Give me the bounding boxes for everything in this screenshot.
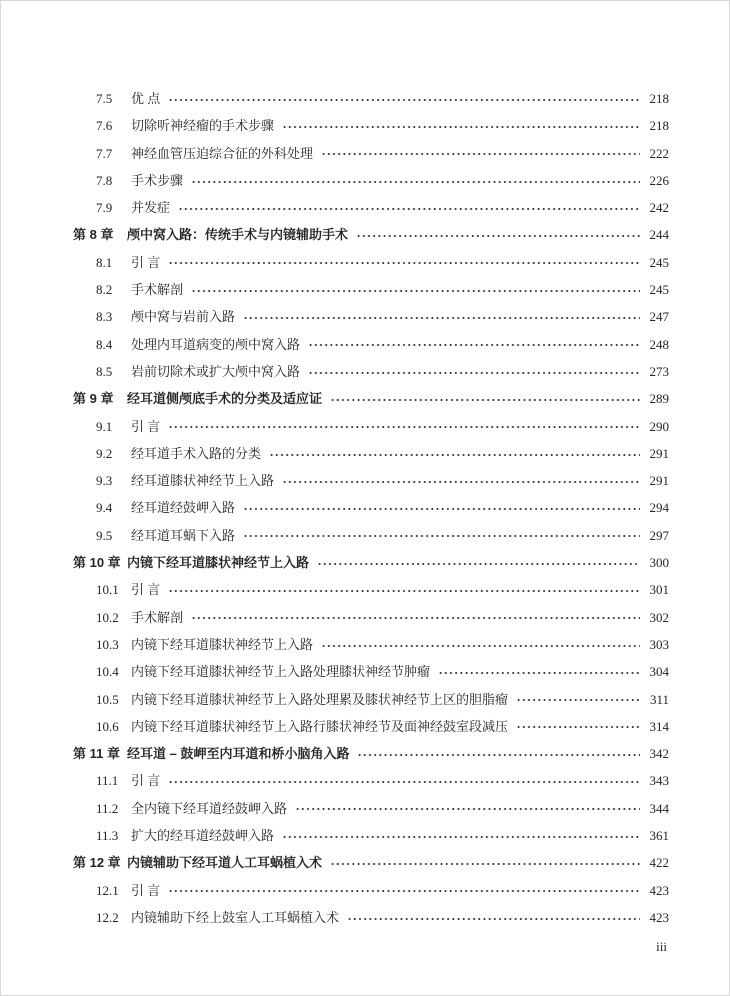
entry-number: 9.3	[96, 473, 113, 489]
entry-number: 10.1	[96, 582, 119, 598]
entry-page-number: 226	[649, 172, 669, 188]
entry-number: 9.4	[96, 500, 113, 516]
entry-title: 颅中窝入路：传统手术与内镜辅助手术	[127, 227, 349, 243]
entry-number: 12.1	[96, 882, 119, 898]
dotted-leader	[356, 233, 640, 239]
entry-page-number: 303	[649, 636, 669, 652]
entry-page-number: 289	[649, 391, 669, 407]
toc-entry	[73, 522, 669, 549]
dotted-leader	[516, 697, 640, 703]
entry-title: 颅中窝与岩前入路	[131, 309, 236, 325]
entry-page-number: 304	[649, 664, 669, 680]
dotted-leader	[282, 834, 640, 840]
dotted-leader	[168, 260, 640, 266]
dotted-leader	[317, 561, 640, 567]
entry-number: 10.5	[96, 691, 119, 707]
toc-entry	[73, 494, 669, 521]
toc-entry	[73, 249, 669, 276]
entry-page-number: 343	[649, 773, 669, 789]
entry-title: 手术解剖	[131, 609, 184, 625]
dotted-leader	[321, 643, 640, 649]
dotted-leader	[357, 752, 640, 758]
entry-title: 神经血管压迫综合征的外科处理	[131, 145, 314, 161]
entry-number: 8.1	[96, 254, 113, 270]
entry-title: 切除听神经瘤的手术步骤	[131, 118, 275, 134]
entry-number: 11.2	[96, 800, 119, 816]
entry-page-number: 291	[649, 445, 669, 461]
entry-page-number: 314	[649, 718, 669, 734]
entry-number: 10.4	[96, 664, 119, 680]
entry-page-number: 247	[649, 309, 669, 325]
entry-title: 内镜辅助下经耳道人工耳蜗植入术	[127, 855, 323, 871]
toc-entry	[73, 549, 669, 576]
dotted-leader	[168, 588, 640, 594]
entry-title: 内镜下经耳道膝状神经节上入路行膝状神经节及面神经鼓室段减压	[131, 718, 509, 734]
toc-entry	[73, 877, 669, 904]
dotted-leader	[168, 424, 640, 430]
entry-title: 手术解剖	[131, 282, 184, 298]
entry-page-number: 273	[649, 363, 669, 379]
dotted-leader	[308, 342, 640, 348]
entry-title: 经耳道手术入路的分类	[131, 445, 262, 461]
entry-number: 7.6	[96, 118, 113, 134]
entry-page-number: 245	[649, 282, 669, 298]
entry-number: 8.5	[96, 363, 113, 379]
entry-number: 7.9	[96, 200, 113, 216]
dotted-leader	[269, 452, 640, 458]
entry-title: 内镜下经耳道膝状神经节上入路	[131, 636, 314, 652]
entry-title: 内镜下经耳道膝状神经节上入路处理累及膝状神经节上区的胆脂瘤	[131, 691, 509, 707]
entry-page-number: 222	[649, 145, 669, 161]
toc-entry	[73, 85, 669, 112]
dotted-leader	[243, 533, 640, 539]
entry-number: 第 8 章	[73, 227, 114, 243]
toc-entry	[73, 358, 669, 385]
entry-title: 引 言	[131, 773, 161, 789]
entry-number: 10.6	[96, 718, 119, 734]
entry-page-number: 311	[649, 691, 669, 707]
entry-page-number: 242	[649, 200, 669, 216]
entry-title: 内镜辅助下经上鼓室人工耳蜗植入术	[131, 909, 340, 925]
entry-number: 7.7	[96, 145, 113, 161]
entry-title: 经耳道侧颅底手术的分类及适应证	[127, 391, 323, 407]
toc-entry	[73, 795, 669, 822]
dotted-leader	[243, 315, 640, 321]
dotted-leader	[438, 670, 640, 676]
entry-title: 经耳道经鼓岬入路	[131, 500, 236, 516]
entry-number: 第 11 章	[73, 746, 120, 762]
entry-page-number: 423	[649, 882, 669, 898]
toc-entry	[73, 631, 669, 658]
entry-title: 处理内耳道病变的颅中窝入路	[131, 336, 301, 352]
dotted-leader	[330, 397, 640, 403]
entry-title: 全内镜下经耳道经鼓岬入路	[131, 800, 288, 816]
entry-number: 第 12 章	[73, 855, 121, 871]
dotted-leader	[191, 615, 640, 621]
entry-number: 8.3	[96, 309, 113, 325]
entry-page-number: 218	[649, 118, 669, 134]
entry-title: 引 言	[131, 582, 161, 598]
entry-title: 扩大的经耳道经鼓岬入路	[131, 828, 275, 844]
toc-entry	[73, 604, 669, 631]
entry-title: 经耳道耳蜗下入路	[131, 527, 236, 543]
entry-number: 9.2	[96, 445, 113, 461]
dotted-leader	[308, 370, 640, 376]
entry-page-number: 301	[649, 582, 669, 598]
toc-entry	[73, 112, 669, 139]
entry-number: 8.2	[96, 282, 113, 298]
entry-title: 优 点	[131, 91, 161, 106]
entry-page-number: 294	[649, 500, 669, 516]
dotted-leader	[330, 861, 640, 867]
entry-title: 岩前切除术或扩大颅中窝入路	[131, 363, 301, 379]
toc-entry	[73, 413, 669, 440]
dotted-leader	[191, 179, 640, 185]
toc-entry	[73, 904, 669, 931]
entry-title: 手术步骤	[131, 172, 184, 188]
entry-title: 引 言	[131, 882, 161, 898]
entry-number: 9.5	[96, 527, 113, 543]
toc-entry	[73, 440, 669, 467]
entry-title: 并发症	[131, 200, 171, 216]
toc-list	[73, 85, 669, 931]
entry-number: 8.4	[96, 336, 113, 352]
dotted-leader	[168, 888, 640, 894]
entry-page-number: 342	[649, 746, 669, 762]
toc-entry	[73, 140, 669, 167]
entry-number: 10.3	[96, 636, 119, 652]
entry-title: 经耳道 – 鼓岬至内耳道和桥小脑角入路	[127, 746, 350, 762]
page-footer-number: iii	[656, 939, 667, 954]
toc-entry	[73, 658, 669, 685]
entry-title: 内镜下经耳道膝状神经节上入路处理膝状神经节肿瘤	[131, 664, 431, 680]
entry-number: 9.1	[96, 418, 113, 434]
toc-entry	[73, 194, 669, 221]
toc-entry	[73, 686, 669, 713]
toc-entry	[73, 713, 669, 740]
entry-page-number: 300	[649, 555, 669, 571]
dotted-leader	[516, 724, 640, 730]
entry-title: 引 言	[131, 254, 161, 270]
entry-page-number: 344	[649, 800, 669, 816]
dotted-leader	[168, 97, 640, 103]
toc-entry	[73, 467, 669, 494]
toc-entry	[73, 740, 669, 767]
entry-page-number: 245	[649, 254, 669, 270]
entry-page-number: 361	[649, 828, 669, 844]
entry-page-number: 291	[649, 473, 669, 489]
entry-page-number: 423	[649, 909, 669, 925]
entry-page-number: 290	[649, 418, 669, 434]
dotted-leader	[282, 124, 640, 130]
dotted-leader	[282, 479, 640, 485]
toc-entry	[73, 331, 669, 358]
dotted-leader	[178, 206, 640, 212]
entry-page-number: 297	[649, 527, 669, 543]
toc-entry	[73, 303, 669, 330]
dotted-leader	[347, 916, 640, 922]
toc-entry	[73, 849, 669, 876]
dotted-leader	[321, 151, 640, 157]
entry-title: 经耳道膝状神经节上入路	[131, 473, 275, 489]
entry-page-number: 422	[649, 855, 669, 871]
entry-number: 第 9 章	[73, 391, 114, 407]
entry-number: 11.1	[96, 773, 119, 789]
toc-entry	[73, 276, 669, 303]
entry-page-number: 248	[649, 336, 669, 352]
entry-number: 12.2	[96, 909, 119, 925]
dotted-leader	[295, 806, 640, 812]
entry-page-number: 302	[649, 609, 669, 625]
entry-page-number: 244	[649, 227, 669, 243]
entry-number: 10.2	[96, 609, 119, 625]
toc-entry	[73, 822, 669, 849]
dotted-leader	[168, 779, 640, 785]
toc-entry	[73, 385, 669, 412]
entry-number: 11.3	[96, 828, 119, 844]
toc-entry	[73, 576, 669, 603]
entry-title: 内镜下经耳道膝状神经节上入路	[127, 555, 310, 571]
toc-entry	[73, 167, 669, 194]
entry-number: 7.8	[96, 172, 113, 188]
toc-entry	[73, 221, 669, 248]
entry-number: 第 10 章	[73, 555, 121, 571]
dotted-leader	[191, 288, 640, 294]
dotted-leader	[243, 506, 640, 512]
toc-entry	[73, 767, 669, 794]
entry-number: 7.5	[96, 91, 113, 106]
entry-page-number: 218	[649, 91, 669, 106]
entry-title: 引 言	[131, 418, 161, 434]
